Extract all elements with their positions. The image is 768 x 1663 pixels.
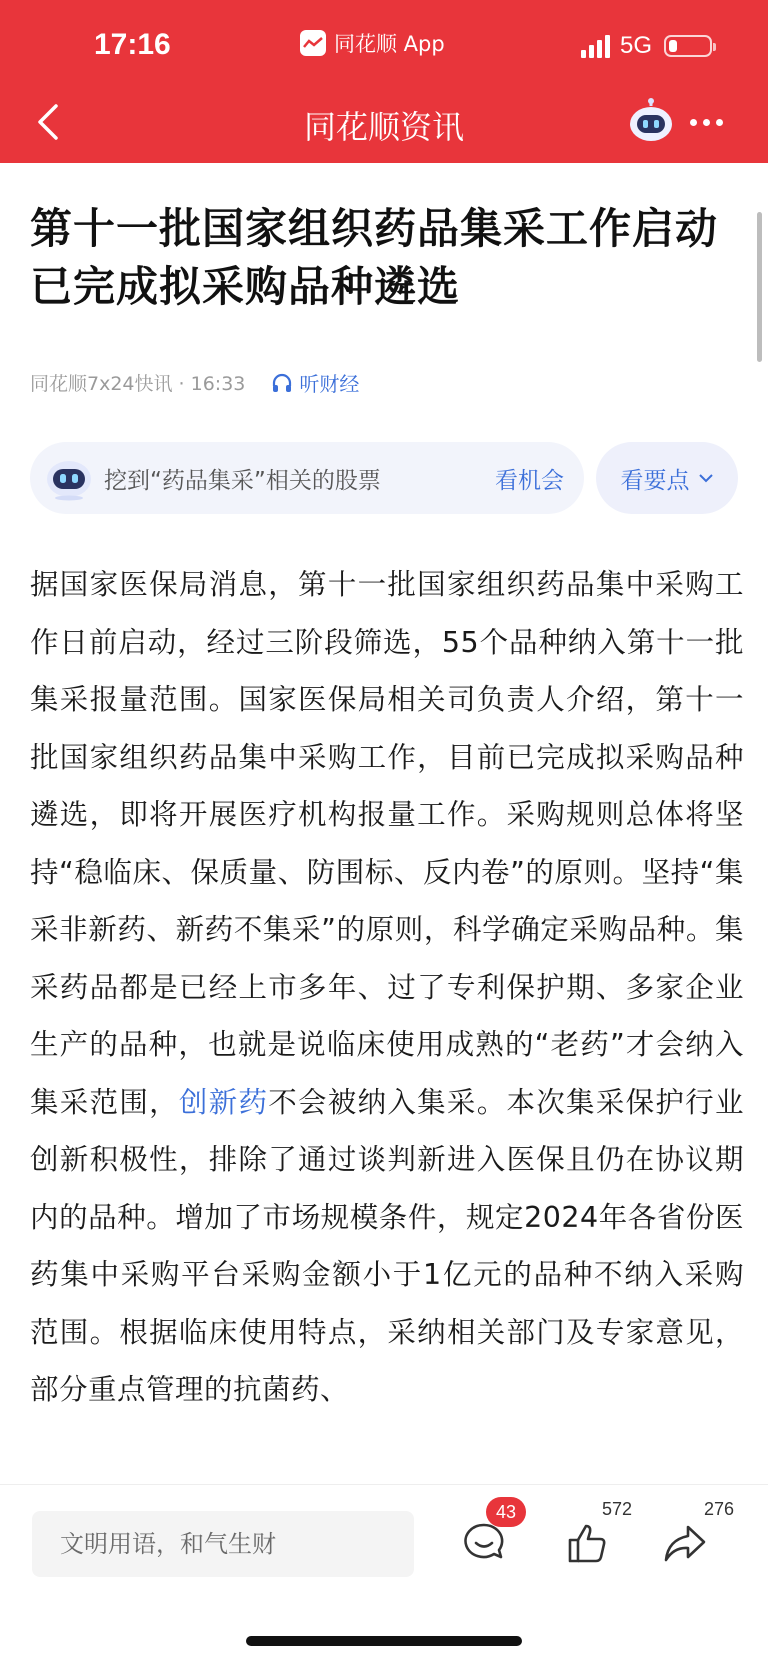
robot-assistant-button[interactable] [628, 98, 674, 144]
status-app-name: 同花顺 App [334, 32, 445, 56]
article-body-part-2: 不会被纳入集采。本次集采保护行业创新积极性，排除了通过谈判新进入医保且仍在协议期内的品种。增加了市场规模条件，规定2024年各省份医药集中采购平台采购金额小于1亿元的品种不纳入采购范围。根据临床使用特点，采纳相关部门及专家意见，部分重点管理的抗菌药、 [30, 1085, 744, 1406]
comment-input[interactable] [32, 1511, 414, 1577]
key-points-button[interactable] [596, 442, 738, 514]
app-logo-icon [300, 30, 326, 56]
share-arrow-icon [662, 1521, 708, 1565]
robot-assistant-icon [44, 455, 94, 501]
article-source: 同花顺7x24快讯 · 16:33 [30, 373, 246, 395]
listen-button[interactable] [271, 368, 359, 397]
ai-prompt-text: 挖到“药品集采”相关的股票 [104, 467, 381, 494]
comment-bubble-icon [462, 1521, 506, 1565]
more-dots-icon[interactable] [690, 112, 730, 132]
network-type: 5G [619, 32, 652, 59]
home-indicator[interactable] [246, 1636, 522, 1646]
article-meta [30, 368, 359, 397]
app-header [0, 0, 768, 163]
status-app-indicator [300, 28, 445, 58]
article-body-part-1: 据国家医保局消息，第十一批国家组织药品集中采购工作日前启动，经过三阶段筛选，55个品种纳入第十一批集采报量范围。国家医保局相关司负责人介绍，第十一批国家组织药品集中采购工作，目前已完成拟采购品种遴选，即将开展医疗机构报量工作。采购规则总体将坚持“稳临床、保质量、防围标、反内卷”的原则。坚持“集采非新药、新药不集采”的原则，科学确定采购品种。集采药品都是已经上市多年、过了专利保护期、多家企业生产的品种，也就是说临床使用成熟的“老药”才会纳入集采范围， [30, 568, 744, 1119]
page-title: 同花顺资讯 [303, 108, 464, 146]
like-button[interactable] [566, 1499, 633, 1573]
signal-icon [581, 34, 610, 58]
comment-button[interactable] [462, 1501, 522, 1573]
headphones-icon [271, 372, 293, 394]
ai-stock-prompt[interactable] [30, 442, 584, 514]
share-count: 276 [704, 1499, 735, 1519]
scrollbar[interactable] [757, 212, 762, 362]
status-indicators [581, 32, 712, 60]
share-button[interactable] [662, 1499, 735, 1573]
comment-count-badge: 43 [486, 1497, 526, 1527]
listen-label: 听财经 [299, 372, 360, 396]
innovative-drug-link[interactable]: 创新药 [178, 1085, 269, 1119]
status-time: 17:16 [94, 28, 171, 61]
article-body [30, 556, 744, 1476]
battery-fill [669, 40, 677, 52]
article-title: 第十一批国家组织药品集采工作启动已完成拟采购品种遴选 [30, 204, 719, 311]
battery-icon [664, 35, 712, 57]
robot-assistant-icon [628, 98, 674, 144]
chevron-down-icon [698, 473, 714, 483]
thumbs-up-icon [566, 1521, 610, 1565]
see-opportunity-link[interactable]: 看机会 [495, 467, 564, 494]
key-points-label: 看要点 [620, 467, 690, 494]
like-count: 572 [602, 1499, 633, 1519]
